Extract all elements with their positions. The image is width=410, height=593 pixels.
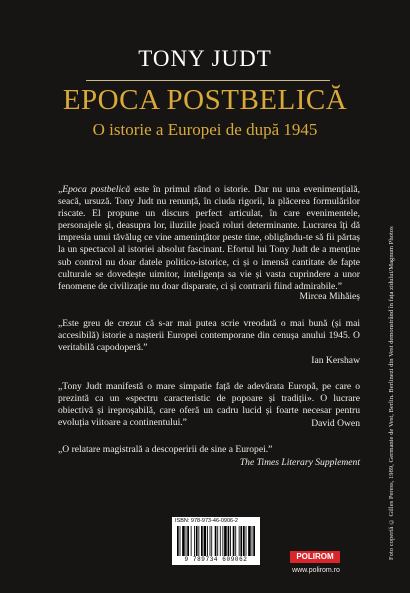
barcode-stripe xyxy=(201,526,203,556)
ean-number: 9 789734 609062 xyxy=(184,556,248,563)
barcode-stripe xyxy=(204,526,207,556)
barcode-stripe xyxy=(187,526,189,556)
barcode-stripe xyxy=(233,526,235,556)
barcode-stripe xyxy=(246,526,247,556)
quote-book-title: Epoca postbelică xyxy=(62,184,131,195)
quote-text: este în primul rând o istorie. Dar nu una evenimențială, seacă, ursuză. Tony Judt nu renunță, în ciuda rigorii, la plăcerea formulărilor riscate. El propune un discurs perfect articulat, în care evenimentele, personajele și, deasupra lor, iluziile joacă roluri determinante. Lucrarea îți dă impresia unui tăvălug ce vine amenințător peste tine, obligându-te să fii părtaș la un spectacol al istoriei absolut fascinant. Efortul lui Tony Judt de a menține sub control nu doar datele politico-istorice, ci și o imensă cantitate de fapte culturale se dovedește uimitor, inteligența sa vie și vasta cuprindere a unor fenomene de civilizație nu doar disparate, ci și contrarii fiind admirabile.” xyxy=(58,184,360,292)
barcode-stripe xyxy=(210,526,211,556)
publisher-logo: POLIROM xyxy=(290,551,340,563)
barcode-stripe xyxy=(211,526,212,556)
quote-open-mark: „ xyxy=(58,184,63,195)
barcode-stripe xyxy=(217,526,218,556)
book-title: EPOCA POSTBELICĂ xyxy=(62,84,348,116)
barcode-stripe xyxy=(240,526,242,556)
quote-author-mihaies: Mircea Mihăieș xyxy=(299,291,360,302)
barcode-stripe xyxy=(180,526,181,556)
barcode-stripe xyxy=(252,526,253,556)
title-rule xyxy=(86,80,330,81)
barcode xyxy=(172,517,260,565)
barcode-stripe xyxy=(222,526,223,556)
barcode-stripe xyxy=(243,526,245,556)
quote-author-kershaw: Ian Kershaw xyxy=(311,355,360,366)
barcode-stripe xyxy=(207,526,208,556)
book-subtitle: O istorie a Europei de după 1945 xyxy=(92,120,318,139)
quote-mihaies xyxy=(58,184,360,293)
barcode-stripe xyxy=(215,526,217,556)
quote-author-tls: The Times Literary Supplement xyxy=(239,457,360,468)
barcode-stripe xyxy=(196,526,198,556)
barcode-stripe xyxy=(220,526,221,556)
barcode-stripe xyxy=(239,526,240,556)
barcode-stripe xyxy=(191,526,192,556)
barcode-stripe xyxy=(228,526,230,556)
barcode-stripe xyxy=(194,526,195,556)
author-name: TONY JUDT xyxy=(138,46,272,71)
quote-tls: „O relatare magistrală a descoperirii de sine a Europei.” xyxy=(58,444,273,455)
barcode-stripe xyxy=(230,526,231,556)
barcode-stripe xyxy=(182,526,185,556)
isbn-number: ISBN: 978-973-46-0906-2 xyxy=(175,518,238,524)
barcode-stripe xyxy=(198,526,199,556)
quote-owen: „Tony Judt manifestă o mare simpatie față de adevărata Europă, pe care o prezintă ca un «spectru caracteristic de popoare și tradiții». O lucrare obiectivă și ireproșabilă, care oferă un cadru lucid și foarte necesar pentru evoluția viitoare a continentului.” xyxy=(58,381,360,429)
barcode-stripe xyxy=(186,526,187,556)
photo-credit: Foto copertă © Gilles Peress, 1989, Germanie de Vest, Berlin. Berlinezi din Vest demonstrând în fața zidului/Magnum Photos xyxy=(388,226,395,560)
publisher-website: www.polirom.ro xyxy=(292,567,340,574)
quote-author-owen: David Owen xyxy=(311,418,360,429)
barcode-stripe xyxy=(224,526,227,556)
quote-kershaw: „Este greu de crezut că s-ar mai putea scrie vreodată o mai bună (și mai accesibilă) istorie a nașterii Europei contemporane din cenușa anului 1945. O veritabilă capodoperă.” xyxy=(58,318,360,354)
barcode-stripe xyxy=(177,526,179,556)
barcode-bars xyxy=(176,526,256,556)
barcode-stripe xyxy=(253,526,255,556)
barcode-stripe xyxy=(235,526,236,556)
barcode-stripe xyxy=(248,526,251,556)
